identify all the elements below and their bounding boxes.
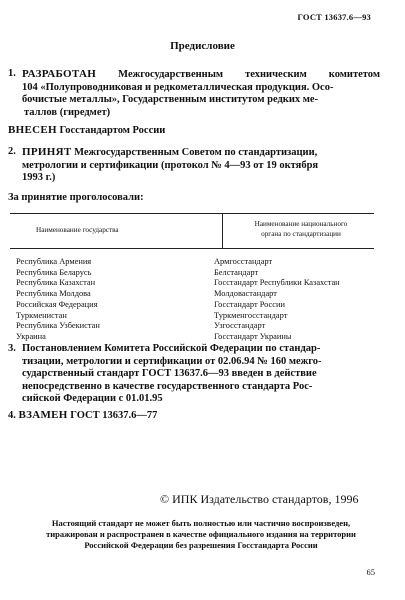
item-2 bbox=[8, 146, 380, 185]
table-column-divider bbox=[222, 213, 223, 248]
page-title: Предисловие bbox=[170, 40, 235, 52]
item-2-line-2: метрологии и сертификации (протокол № 4—93 от 19 октября bbox=[22, 159, 319, 171]
voted-label: За принятие проголосовали: bbox=[8, 192, 144, 203]
item-1-line-1: Межгосударственным техническим комитетом bbox=[118, 69, 381, 80]
table-row-body: Узгосстандарт bbox=[214, 321, 266, 331]
table-row-body: Госстандарт Украины bbox=[214, 331, 292, 341]
table-row-state: Украина bbox=[16, 331, 46, 341]
table-col2-header-line-1: Наименование национального bbox=[254, 220, 348, 228]
item-2-keyword: ПРИНЯТ bbox=[22, 146, 72, 158]
table-top-rule bbox=[10, 213, 374, 214]
item-2-line-3: 1993 г.) bbox=[22, 172, 56, 183]
item-4-text: ГОСТ 13637.6—77 bbox=[70, 410, 158, 421]
item-2-line-1: Межгосударственным Советом по стандартизации, bbox=[74, 147, 318, 158]
table-col2-header bbox=[228, 219, 374, 239]
item-3-line-4: непосредственно в качестве государственного стандарта Рос- bbox=[22, 380, 313, 392]
table-row-body: Белстандарт bbox=[214, 267, 259, 277]
item-2-number: 2. bbox=[8, 146, 16, 157]
page-number: 65 bbox=[366, 567, 375, 577]
item-3-line-2: тизации, метрологии и сертификации от 02.06.94 № 160 межго- bbox=[22, 355, 322, 367]
item-1-line-4: таллов (гиредмет) bbox=[24, 106, 111, 118]
table-row-state: Туркменистан bbox=[16, 310, 67, 320]
item-4 bbox=[8, 409, 157, 423]
item-3 bbox=[8, 343, 380, 406]
table-header-rule bbox=[10, 248, 374, 249]
item-1-keyword: РАЗРАБОТАН bbox=[22, 68, 97, 80]
item-4-keyword: ВЗАМЕН bbox=[18, 409, 68, 421]
reproduction-notice-line-2: тиражирован и распространен в качестве официального издания на территории bbox=[46, 529, 356, 539]
item-1-number: 1. bbox=[8, 68, 16, 79]
item-1-line-3: бочистые металлы», Государственным институтом редких ме- bbox=[22, 94, 319, 105]
introduced-line bbox=[8, 124, 165, 138]
reproduction-notice-line-1: Настоящий стандарт не может быть полностью или частично воспроизведен, bbox=[51, 518, 351, 528]
table-col1-header: Наименование государства bbox=[36, 226, 119, 234]
reproduction-notice-line-3: Российской Федерации без разрешения Госстандарта России bbox=[84, 540, 318, 550]
item-3-line-3: сударственный стандарт ГОСТ 13637.6—93 введен в действие bbox=[22, 368, 317, 379]
table-bodies-column bbox=[214, 257, 340, 343]
table-row-state: Республика Узбекистан bbox=[16, 321, 100, 331]
table-states-column bbox=[16, 257, 100, 343]
introduced-text: Госстандартом России bbox=[59, 125, 166, 136]
table-row-state: Российская Федерация bbox=[16, 299, 98, 309]
document-number: ГОСТ 13637.6—93 bbox=[297, 12, 371, 22]
item-4-number: 4. bbox=[8, 410, 16, 421]
table-row-state: Республика Молдова bbox=[16, 289, 91, 299]
table-row-state: Республика Армения bbox=[16, 257, 92, 266]
item-3-line-5: сийской Федерации с 01.01.95 bbox=[22, 393, 163, 404]
item-3-line-1: Постановлением Комитета Российской Федерации по стандар- bbox=[22, 343, 321, 354]
introduced-keyword: ВНЕСЕН bbox=[8, 124, 57, 136]
item-1-line-2: 104 «Полупроводниковая и редкометаллическая продукция. Осо- bbox=[22, 81, 334, 93]
table-row-body: Госстандарт России bbox=[214, 299, 285, 309]
copyright-notice: © ИПК Издательство стандартов, 1996 bbox=[160, 492, 359, 506]
table-row-body: Туркменгосстандарт bbox=[214, 310, 288, 320]
table-row-body: Госстандарт Республики Казахстан bbox=[214, 278, 340, 288]
item-1 bbox=[8, 68, 380, 119]
reproduction-notice bbox=[4, 518, 398, 551]
table-row-body: Молдовастандарт bbox=[214, 289, 277, 299]
table-row-state: Республика Беларусь bbox=[16, 267, 92, 277]
table-row-body: Армгосстандарт bbox=[214, 257, 273, 266]
table-row-state: Республика Казахстан bbox=[16, 278, 96, 288]
item-3-number: 3. bbox=[8, 343, 16, 354]
table-col2-header-line-2: органа по стандартизации bbox=[261, 230, 341, 238]
